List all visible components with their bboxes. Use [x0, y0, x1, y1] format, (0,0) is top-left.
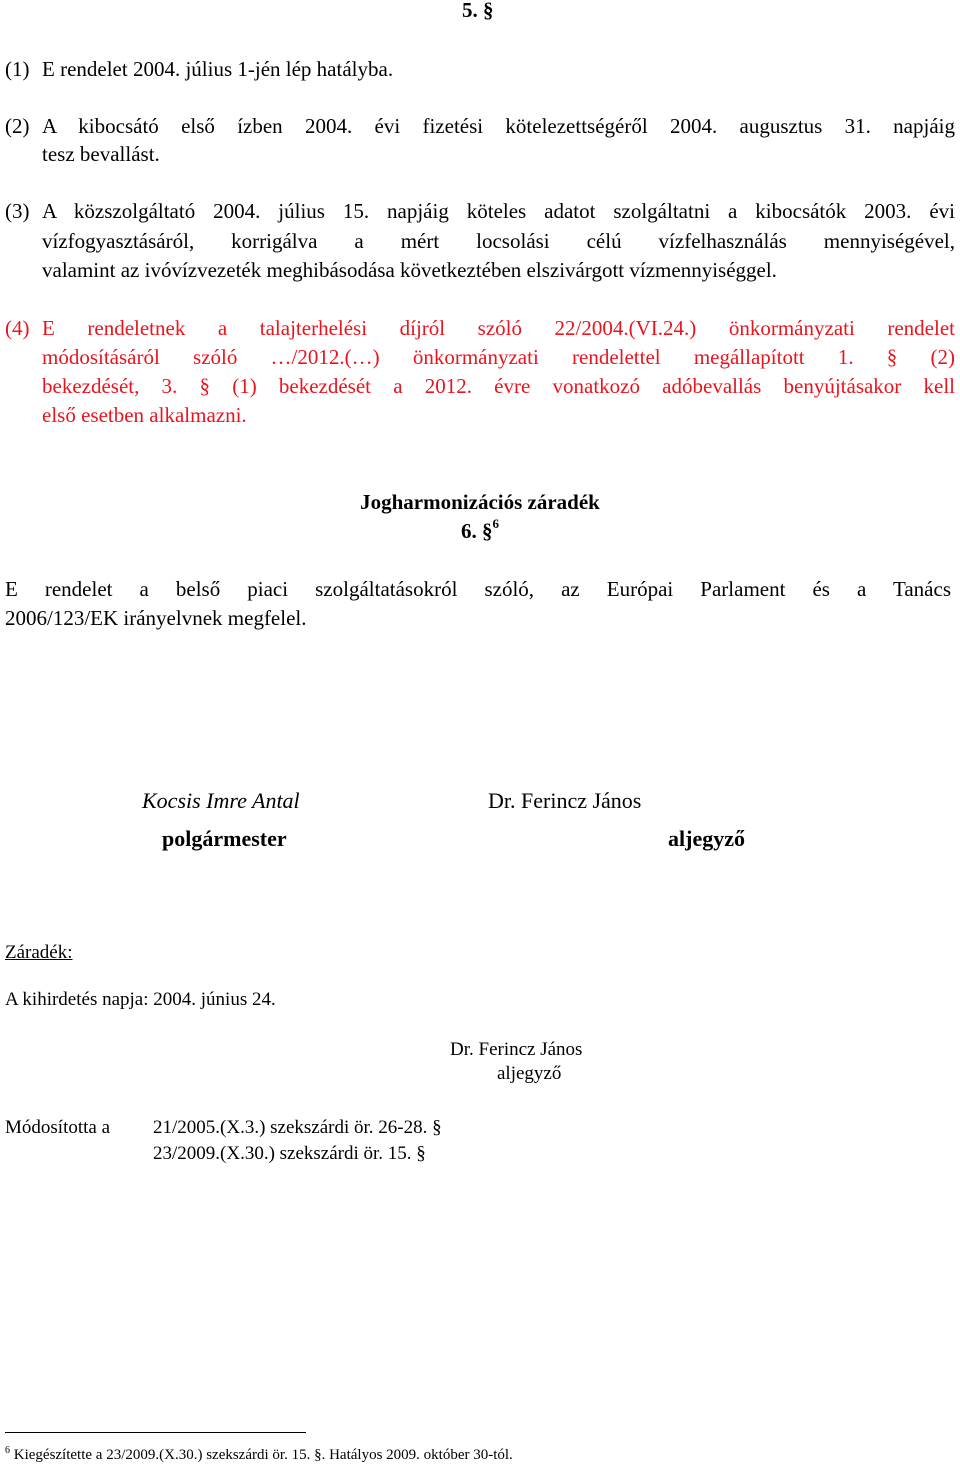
notary-name: Dr. Ferincz János	[488, 788, 642, 813]
section-6-number	[0, 517, 960, 546]
clause-signer-name: Dr. Ferincz János	[450, 1039, 583, 1060]
paragraph-1-number: (1)	[5, 57, 30, 81]
notary-title: aljegyző	[668, 826, 745, 851]
footnote-marker: 6	[5, 1445, 10, 1456]
paragraph-3-number: (3)	[5, 199, 30, 223]
paragraph-4-number: (4)	[5, 316, 30, 340]
paragraph-4-line-1: E rendeletnek a talajterhelési díjról szóló 22/2004.(VI.24.) önkormányzati rendelet	[42, 316, 955, 340]
section-number: 5. §	[462, 0, 494, 22]
footnote-reference: 6	[492, 516, 499, 531]
section-6-line-1: E rendelet a belső piaci szolgáltatásokról szóló, az Európai Parlament és a Tanács	[5, 577, 951, 601]
mayor-name: Kocsis Imre Antal	[142, 788, 300, 813]
paragraph-4-line-3: bekezdését, 3. § (1) bekezdését a 2012. évre vonatkozó adóbevallás benyújtásakor kell	[42, 374, 955, 398]
paragraph-4-line-2: módosításáról szóló …/2012.(…) önkormányzati rendelettel megállapított 1. § (2)	[42, 345, 955, 369]
modified-label: Módosította a	[5, 1117, 111, 1138]
paragraph-3-line-2: vízfogyasztásáról, korrigálva a mért locsolási célú vízfelhasználás mennyiségével,	[42, 229, 955, 253]
clause-signer-title: aljegyző	[497, 1063, 562, 1084]
paragraph-2-number: (2)	[5, 114, 30, 138]
section-6-line-2: 2006/123/EK irányelvnek megfelel.	[5, 606, 307, 630]
clause-heading: Záradék:	[5, 942, 73, 963]
footnote-divider	[5, 1432, 306, 1433]
footnote	[5, 1446, 513, 1464]
paragraph-2-line-2: tesz bevallást.	[42, 142, 160, 166]
paragraph-1-text: E rendelet 2004. július 1-jén lép hatályba.	[42, 57, 394, 81]
modified-item-2: 23/2009.(X.30.) szekszárdi ör. 15. §	[153, 1143, 426, 1164]
paragraph-3-line-1: A közszolgáltató 2004. július 15. napjáig köteles adatot szolgáltatni a kibocsátók 2003. évi	[42, 199, 955, 223]
promulgation-date: A kihirdetés napja: 2004. június 24.	[5, 989, 276, 1010]
footnote-text: Kiegészítette a 23/2009.(X.30.) szekszárdi ör. 15. §. Hatályos 2009. október 30-tól.	[13, 1447, 513, 1463]
section-6-number-text: 6. §	[461, 519, 493, 543]
paragraph-4-line-4: első esetben alkalmazni.	[42, 403, 247, 427]
paragraph-3-line-3: valamint az ivóvízvezeték meghibásodása következtében elszivárgott vízmennyiséggel.	[42, 258, 777, 282]
section-6-heading: Jogharmonizációs záradék	[360, 490, 600, 514]
modified-item-1: 21/2005.(X.3.) szekszárdi ör. 26-28. §	[153, 1117, 442, 1138]
paragraph-2-line-1: A kibocsátó első ízben 2004. évi fizetési kötelezettségéről 2004. augusztus 31. napjáig	[42, 114, 955, 138]
mayor-title: polgármester	[162, 826, 287, 851]
